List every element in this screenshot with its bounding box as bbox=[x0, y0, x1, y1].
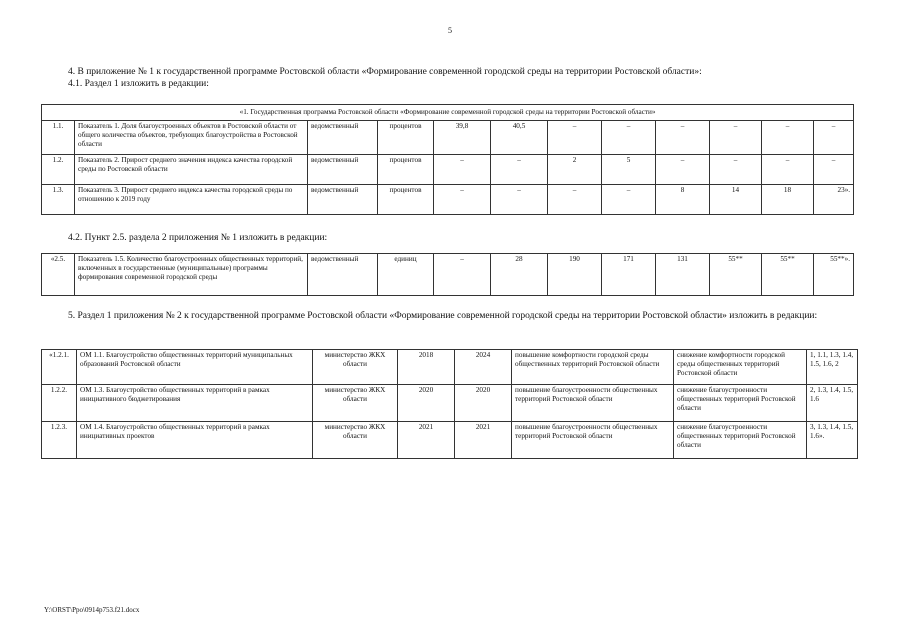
value: – bbox=[491, 185, 548, 215]
end-year: 2021 bbox=[455, 422, 512, 459]
value: 190 bbox=[548, 254, 602, 296]
start-year: 2018 bbox=[398, 350, 455, 385]
section-4-1-heading: 4.1. Раздел 1 изложить в редакции: bbox=[68, 79, 209, 89]
consequences: снижение комфортности городской среды общественных территорий Ростовской области bbox=[674, 350, 807, 385]
value: 131 bbox=[656, 254, 710, 296]
table-row bbox=[42, 254, 854, 296]
table-row bbox=[42, 422, 858, 459]
measure-name: ОМ 1.1. Благоустройство общественных территорий муниципальных образований Ростовской области bbox=[77, 350, 313, 385]
row-number: 1.1. bbox=[42, 121, 75, 155]
value: – bbox=[434, 254, 491, 296]
indicator-type: ведомственный bbox=[308, 121, 378, 155]
value: – bbox=[548, 121, 602, 155]
file-path-footer: Y:\ORST\Ppo\0914p753.f21.docx bbox=[44, 606, 140, 614]
value: – bbox=[548, 185, 602, 215]
consequences: снижение благоустроенности общественных территорий Ростовской области bbox=[674, 422, 807, 459]
measure-name: ОМ 1.4. Благоустройство общественных территорий в рамках инициативных проектов bbox=[77, 422, 313, 459]
main-measures-table bbox=[41, 349, 858, 459]
end-year: 2024 bbox=[455, 350, 512, 385]
end-year: 2020 bbox=[455, 385, 512, 422]
row-number: «2.5. bbox=[42, 254, 75, 296]
value: 18 bbox=[762, 185, 814, 215]
table-row bbox=[42, 121, 854, 155]
value: – bbox=[656, 155, 710, 185]
value: 8 bbox=[656, 185, 710, 215]
unit: процентов bbox=[378, 121, 434, 155]
value: – bbox=[602, 121, 656, 155]
section-4-heading: 4. В приложение № 1 к государственной программе Ростовской области «Формирование современной городской среды на территории Ростовской области»: bbox=[68, 67, 702, 77]
table-header: «1. Государственная программа Ростовской области «Формирование современной городской среды на территории Ростовской области» bbox=[42, 105, 854, 121]
indicator-type: ведомственный bbox=[308, 155, 378, 185]
value: 55** bbox=[762, 254, 814, 296]
unit: процентов bbox=[378, 155, 434, 185]
start-year: 2020 bbox=[398, 385, 455, 422]
table-row bbox=[42, 350, 858, 385]
value: – bbox=[710, 155, 762, 185]
value: – bbox=[434, 155, 491, 185]
value: – bbox=[602, 185, 656, 215]
indicators-table bbox=[41, 104, 854, 215]
value: – bbox=[762, 121, 814, 155]
related-indicators: 2, 1.3, 1.4, 1.5, 1.6 bbox=[807, 385, 858, 422]
value: 55**». bbox=[814, 254, 854, 296]
executor: министерство ЖКХ области bbox=[313, 385, 398, 422]
value: 40,5 bbox=[491, 121, 548, 155]
value: – bbox=[434, 185, 491, 215]
consequences: снижение благоустроенности общественных территорий Ростовской области bbox=[674, 385, 807, 422]
table-row bbox=[42, 185, 854, 215]
value: – bbox=[814, 121, 854, 155]
unit: процентов bbox=[378, 185, 434, 215]
value: 28 bbox=[491, 254, 548, 296]
indicator-name: Показатель 1.5. Количество благоустроенных общественных территорий, включенных в государственные (муниципальные) программы формирования современной городской среды bbox=[75, 254, 308, 296]
value: 171 bbox=[602, 254, 656, 296]
value: 2 bbox=[548, 155, 602, 185]
row-number: 1.2.2. bbox=[42, 385, 77, 422]
table-row bbox=[42, 155, 854, 185]
measure-name: ОМ 1.3. Благоустройство общественных территорий в рамках инициативного бюджетирования bbox=[77, 385, 313, 422]
executor: министерство ЖКХ области bbox=[313, 422, 398, 459]
row-number: 1.2. bbox=[42, 155, 75, 185]
section-4-2-heading: 4.2. Пункт 2.5. раздела 2 приложения № 1 изложить в редакции: bbox=[68, 233, 328, 243]
row-number: «1.2.1. bbox=[42, 350, 77, 385]
executor: министерство ЖКХ области bbox=[313, 350, 398, 385]
indicator-type: ведомственный bbox=[308, 185, 378, 215]
indicator-name: Показатель 2. Прирост среднего значения индекса качества городской среды по Ростовской области bbox=[75, 155, 308, 185]
table-row bbox=[42, 385, 858, 422]
related-indicators: 1, 1.1, 1.3, 1.4, 1.5, 1.6, 2 bbox=[807, 350, 858, 385]
page-number: 5 bbox=[448, 26, 452, 35]
value: 14 bbox=[710, 185, 762, 215]
value: 39,8 bbox=[434, 121, 491, 155]
value: 55** bbox=[710, 254, 762, 296]
value: – bbox=[762, 155, 814, 185]
row-number: 1.2.3. bbox=[42, 422, 77, 459]
expected-result: повышение комфортности городской среды общественных территорий Ростовской области bbox=[512, 350, 674, 385]
value: – bbox=[814, 155, 854, 185]
row-number: 1.3. bbox=[42, 185, 75, 215]
indicator-2-5-table bbox=[41, 253, 854, 296]
value: 23». bbox=[814, 185, 854, 215]
expected-result: повышение благоустроенности общественных территорий Ростовской области bbox=[512, 385, 674, 422]
related-indicators: 3, 1.3, 1.4, 1.5, 1.6». bbox=[807, 422, 858, 459]
indicator-name: Показатель 1. Доля благоустроенных объектов в Ростовской области от общего количества объектов, требующих благоустройства в Ростовской области bbox=[75, 121, 308, 155]
indicator-type: ведомственный bbox=[308, 254, 378, 296]
start-year: 2021 bbox=[398, 422, 455, 459]
section-5-heading: 5. Раздел 1 приложения № 2 к государственной программе Ростовской области «Формирование современной городской среды на территории Ростовской области» изложить в редакции: bbox=[68, 311, 818, 321]
value: 5 bbox=[602, 155, 656, 185]
unit: единиц bbox=[378, 254, 434, 296]
indicator-name: Показатель 3. Прирост среднего индекса качества городской среды по отношению к 2019 году bbox=[75, 185, 308, 215]
expected-result: повышение благоустроенности общественных территорий Ростовской области bbox=[512, 422, 674, 459]
value: – bbox=[491, 155, 548, 185]
value: – bbox=[656, 121, 710, 155]
value: – bbox=[710, 121, 762, 155]
